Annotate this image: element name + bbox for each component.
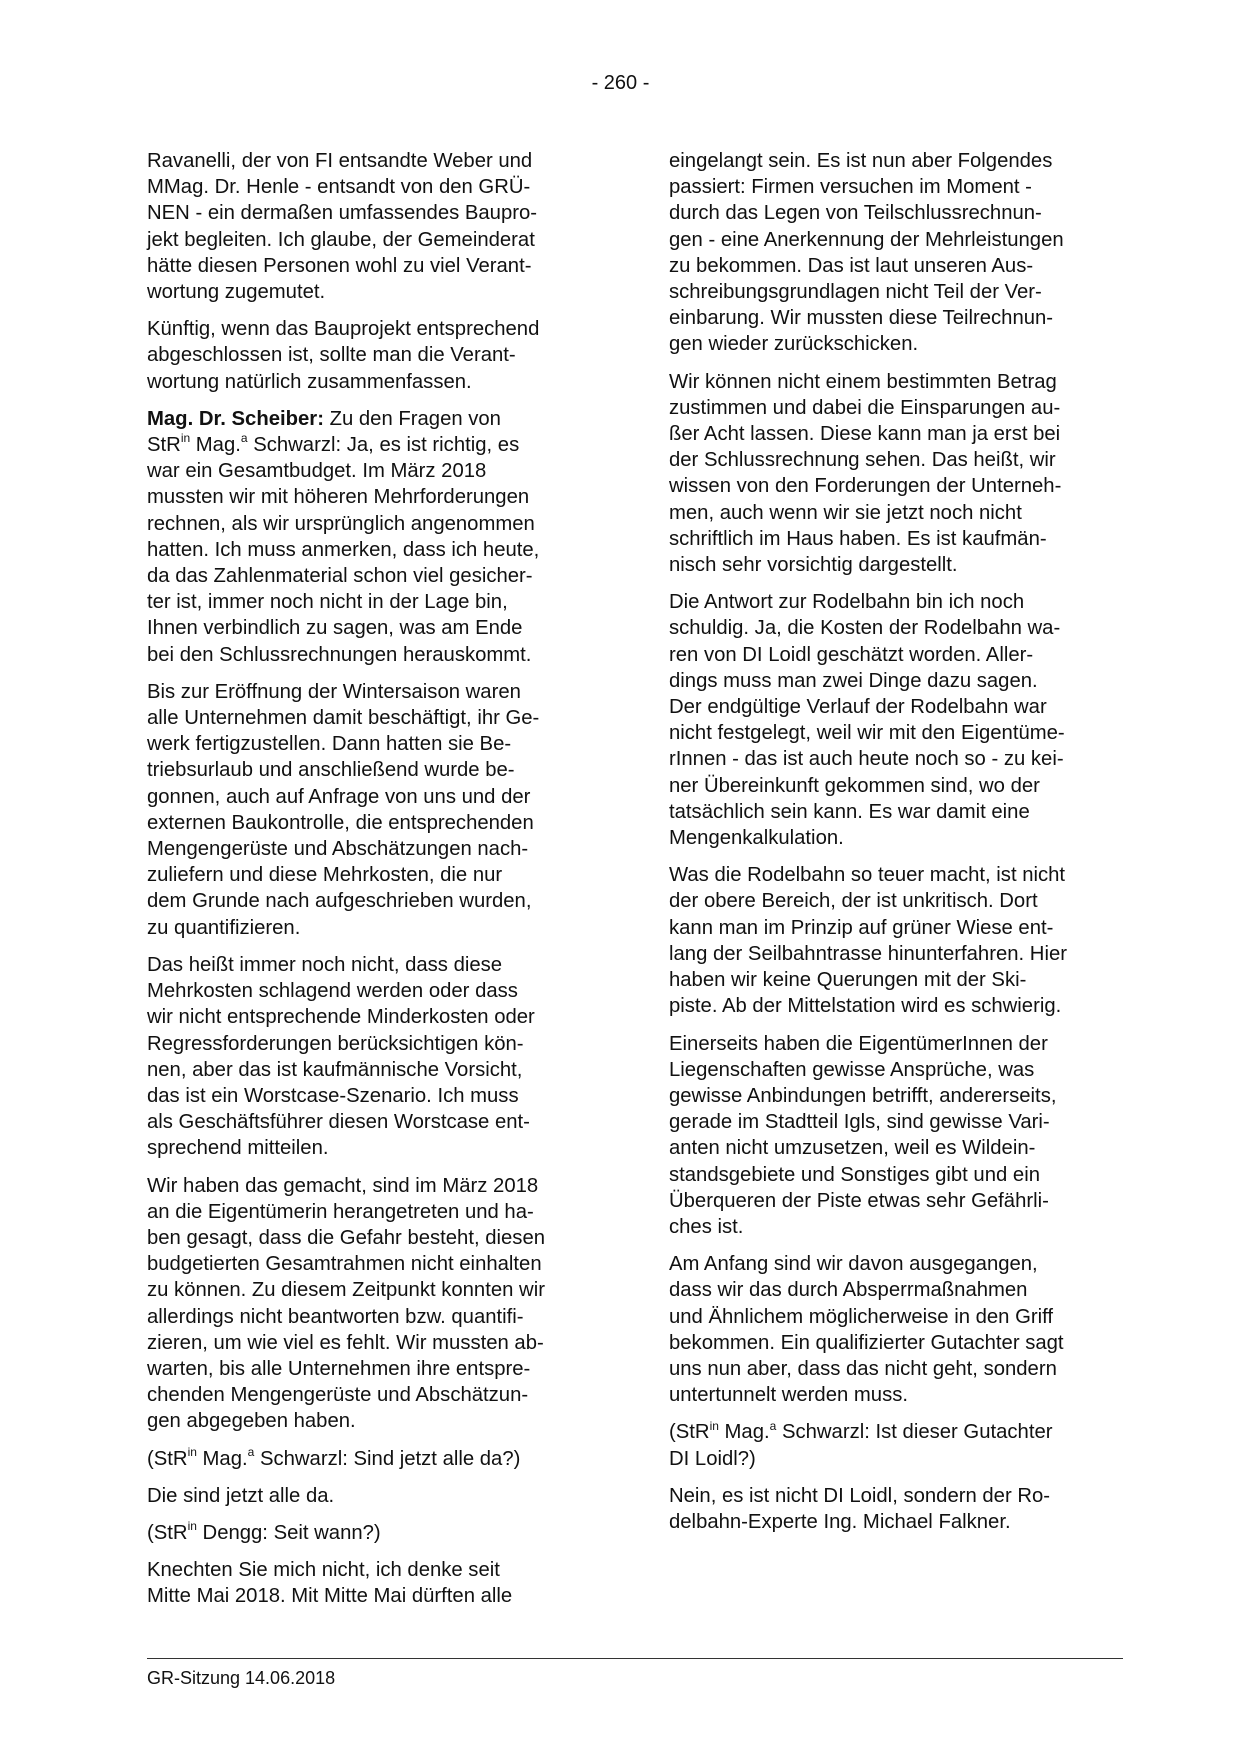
text-line: rInnen - das ist auch heute noch so - zu kei- — [669, 748, 1064, 771]
text-line: Mag. Dr. Scheiber: Zu den Fragen von — [147, 407, 501, 430]
text-line: Am Anfang sind wir davon ausgegangen, — [669, 1253, 1038, 1276]
right-column — [669, 148, 1104, 1546]
text-line: untertunnelt werden muss. — [669, 1384, 908, 1407]
paragraph — [147, 316, 582, 395]
text-line: da das Zahlenmaterial schon viel gesicher- — [147, 565, 533, 588]
text-line: Mengengerüste und Abschätzungen nach- — [147, 838, 529, 861]
text-line: zu können. Zu diesem Zeitpunkt konnten wir — [147, 1279, 545, 1302]
text-line: Die Antwort zur Rodelbahn bin ich noch — [669, 591, 1025, 614]
text-line: delbahn-Experte Ing. Michael Falkner. — [669, 1510, 1011, 1533]
text-line: budgetierten Gesamtrahmen nicht einhalten — [147, 1253, 542, 1276]
text-line: nisch sehr vorsichtig dargestellt. — [669, 554, 958, 577]
text-line: hätte diesen Personen wohl zu viel Verant- — [147, 254, 532, 277]
text-line: tatsächlich sein kann. Es war damit eine — [669, 800, 1030, 823]
text-line: wir nicht entsprechende Minderkosten oder — [147, 1006, 535, 1029]
text-line: Nein, es ist nicht DI Loidl, sondern der Ro- — [669, 1484, 1051, 1507]
text-line: haben wir keine Querungen mit der Ski- — [669, 969, 1027, 992]
text-line: uns nun aber, dass das nicht geht, sondern — [669, 1357, 1057, 1380]
text-line: StR$^{in}$ Mag.$^a$ Schwarzl: Ja, es ist richtig, es — [147, 431, 520, 457]
text-line: an die Eigentümerin herangetreten und ha- — [147, 1200, 534, 1223]
page-number: - 260 - — [591, 72, 650, 94]
text-line: standsgebiete und Sonstiges gibt und ein — [669, 1163, 1040, 1186]
text-line: gen - eine Anerkennung der Mehrleistungen — [669, 228, 1064, 251]
text-line: der Schlussrechnung sehen. Das heißt, wir — [669, 449, 1056, 472]
text-line: (StR$^{in}$ Mag.$^a$ Schwarzl: Sind jetzt alle da?) — [147, 1444, 521, 1470]
paragraph — [147, 1520, 582, 1546]
text-line: kann man im Prinzip auf grüner Wiese ent- — [669, 916, 1054, 939]
text-line: rechnen, als wir ursprünglich angenommen — [147, 512, 535, 535]
text-line: anten nicht umzusetzen, weil es Wildein- — [669, 1137, 1036, 1160]
text-line: (StR$^{in}$ Dengg: Seit wann?) — [147, 1519, 381, 1544]
text-line: Was die Rodelbahn so teuer macht, ist nicht — [669, 864, 1066, 887]
text-line: Mitte Mai 2018. Mit Mitte Mai dürften alle — [147, 1585, 513, 1608]
text-line: ches ist. — [669, 1215, 744, 1238]
text-line: Ravanelli, der von FI entsandte Weber und — [147, 150, 533, 172]
paragraph — [669, 1031, 1104, 1241]
left-column — [147, 148, 582, 1621]
text-line: Das heißt immer noch nicht, dass diese — [147, 953, 503, 976]
text-line: allerdings nicht beantworten bzw. quantifi- — [147, 1305, 524, 1328]
text-line: zustimmen und dabei die Einsparungen au- — [669, 396, 1061, 419]
text-line: ner Übereinkunft gekommen sind, wo der — [669, 774, 1040, 797]
text-line: durch das Legen von Teilschlussrechnun- — [669, 202, 1042, 225]
paragraph — [669, 1483, 1104, 1535]
text-line: DI Loidl?) — [669, 1447, 756, 1470]
text-line: (StR$^{in}$ Mag.$^a$ Schwarzl: Ist dieser Gutachter — [669, 1418, 1053, 1444]
text-line: der obere Bereich, der ist unkritisch. Dort — [669, 890, 1038, 913]
text-line: piste. Ab der Mittelstation wird es schwierig. — [669, 995, 1062, 1018]
paragraph — [669, 1251, 1104, 1408]
text-line: Künftig, wenn das Bauprojekt entsprechend — [147, 318, 540, 341]
text-line: einbarung. Wir mussten diese Teilrechnun- — [669, 307, 1054, 330]
paragraph — [147, 1446, 582, 1472]
text-line: werk fertigzustellen. Dann hatten sie Be- — [147, 733, 512, 756]
text-line: zu quantifizieren. — [147, 916, 301, 939]
text-line: nicht festgelegt, weil wir mit den Eigentüme- — [669, 722, 1065, 745]
text-line: Überqueren der Piste etwas sehr Gefährli- — [669, 1189, 1049, 1212]
text-line: zieren, um wie viel es fehlt. Wir mussten ab- — [147, 1331, 544, 1354]
text-line: Liegenschaften gewisse Ansprüche, was — [669, 1058, 1035, 1081]
speaker-name: Mag. Dr. Scheiber: — [147, 407, 324, 430]
text-line: dings muss man zwei Dinge dazu sagen. — [669, 669, 1038, 692]
text-line: eingelangt sein. Es ist nun aber Folgendes — [669, 150, 1053, 172]
text-line: gewisse Anbindungen betrifft, andererseits, — [669, 1084, 1057, 1107]
text-line: zuliefern und diese Mehrkosten, die nur — [147, 864, 503, 887]
text-line: gen wieder zurückschicken. — [669, 333, 919, 356]
paragraph — [669, 148, 1104, 358]
text-line: Knechten Sie mich nicht, ich denke seit — [147, 1559, 500, 1582]
text-line: Wir können nicht einem bestimmten Betrag — [669, 370, 1057, 393]
text-line: lang der Seilbahntrasse hinunterfahren. Hier — [669, 942, 1067, 965]
text-line: NEN - ein dermaßen umfassendes Baupro- — [147, 202, 538, 225]
paragraph — [147, 1557, 582, 1609]
text-line: Bis zur Eröffnung der Wintersaison waren — [147, 680, 521, 703]
text-line: Mengenkalkulation. — [669, 827, 844, 850]
text-line: chenden Mengengerüste und Abschätzun- — [147, 1384, 529, 1407]
text-line: und Ähnlichem möglicherweise in den Griff — [669, 1305, 1054, 1328]
text-line: Mehrkosten schlagend werden oder dass — [147, 980, 518, 1003]
text-line: passiert: Firmen versuchen im Moment - — [669, 176, 1032, 199]
text-line: Wir haben das gemacht, sind im März 2018 — [147, 1174, 539, 1197]
text-line: bekommen. Ein qualifizierter Gutachter sagt — [669, 1331, 1064, 1354]
paragraph — [669, 862, 1104, 1019]
text-line: jekt begleiten. Ich glaube, der Gemeinderat — [147, 228, 535, 251]
text-line: externen Baukontrolle, die entsprechenden — [147, 811, 534, 834]
footer-divider — [147, 1658, 1123, 1659]
paragraph — [669, 589, 1104, 851]
text-line: Regressforderungen berücksichtigen kön- — [147, 1032, 524, 1055]
text-line: Die sind jetzt alle da. — [147, 1484, 335, 1507]
text-line: wortung zugemutet. — [147, 281, 326, 304]
text-line: das ist ein Worstcase-Szenario. Ich muss — [147, 1084, 519, 1107]
paragraph — [147, 952, 582, 1162]
paragraph — [147, 679, 582, 941]
text-line: schriftlich im Haus haben. Es ist kaufmän- — [669, 527, 1047, 550]
text-line: warten, bis alle Unternehmen ihre entspre- — [147, 1357, 531, 1380]
paragraph — [147, 406, 582, 668]
text-line: ßer Acht lassen. Diese kann man ja erst bei — [669, 423, 1061, 446]
text-line: schuldig. Ja, die Kosten der Rodelbahn wa- — [669, 617, 1061, 640]
paragraph — [147, 1173, 582, 1435]
text-line: mussten wir mit höheren Mehrforderungen — [147, 486, 530, 509]
text-line: dass wir das durch Absperrmaßnahmen — [669, 1279, 1028, 1302]
text-line: men, auch wenn wir sie jetzt noch nicht — [669, 501, 1022, 524]
paragraph — [669, 369, 1104, 579]
text-line: schreibungsgrundlagen nicht Teil der Ver- — [669, 281, 1042, 304]
text-line: war ein Gesamtbudget. Im März 2018 — [147, 460, 487, 483]
text-line: ben gesagt, dass die Gefahr besteht, diesen — [147, 1226, 546, 1249]
text-line: alle Unternehmen damit beschäftigt, ihr Ge- — [147, 707, 540, 730]
text-line: Der endgültige Verlauf der Rodelbahn war — [669, 696, 1047, 719]
text-line: hatten. Ich muss anmerken, dass ich heute, — [147, 538, 540, 561]
text-line: nen, aber das ist kaufmännische Vorsicht, — [147, 1058, 523, 1081]
text-line: triebsurlaub und anschließend wurde be- — [147, 759, 515, 782]
text-line: Einerseits haben die EigentümerInnen der — [669, 1032, 1048, 1055]
text-line: als Geschäftsführer diesen Worstcase ent- — [147, 1111, 530, 1134]
text-line: sprechend mitteilen. — [147, 1137, 329, 1160]
text-line: dem Grunde nach aufgeschrieben wurden, — [147, 890, 532, 913]
text-line: Ihnen verbindlich zu sagen, was am Ende — [147, 617, 523, 640]
text-line: gerade im Stadtteil Igls, sind gewisse Vari- — [669, 1111, 1050, 1134]
footer-session-label: GR-Sitzung 14.06.2018 — [147, 1668, 336, 1688]
text-line: wissen von den Forderungen der Unterneh- — [669, 475, 1062, 498]
text-line: abgeschlossen ist, sollte man die Verant- — [147, 344, 516, 367]
text-line: gen abgegeben haben. — [147, 1410, 356, 1433]
text-line: ter ist, immer noch nicht in der Lage bin, — [147, 591, 508, 614]
paragraph — [147, 148, 582, 305]
text-line: ren von DI Loidl geschätzt worden. Aller- — [669, 643, 1034, 666]
text-line: zu bekommen. Das ist laut unseren Aus- — [669, 254, 1034, 277]
text-line: MMag. Dr. Henle - entsandt von den GRÜ- — [147, 176, 531, 199]
text-line: wortung natürlich zusammenfassen. — [147, 370, 472, 393]
text-line: gonnen, auch auf Anfrage von uns und der — [147, 785, 531, 808]
paragraph — [669, 1419, 1104, 1471]
text-line: bei den Schlussrechnungen herauskommt. — [147, 643, 532, 666]
paragraph — [147, 1483, 582, 1509]
